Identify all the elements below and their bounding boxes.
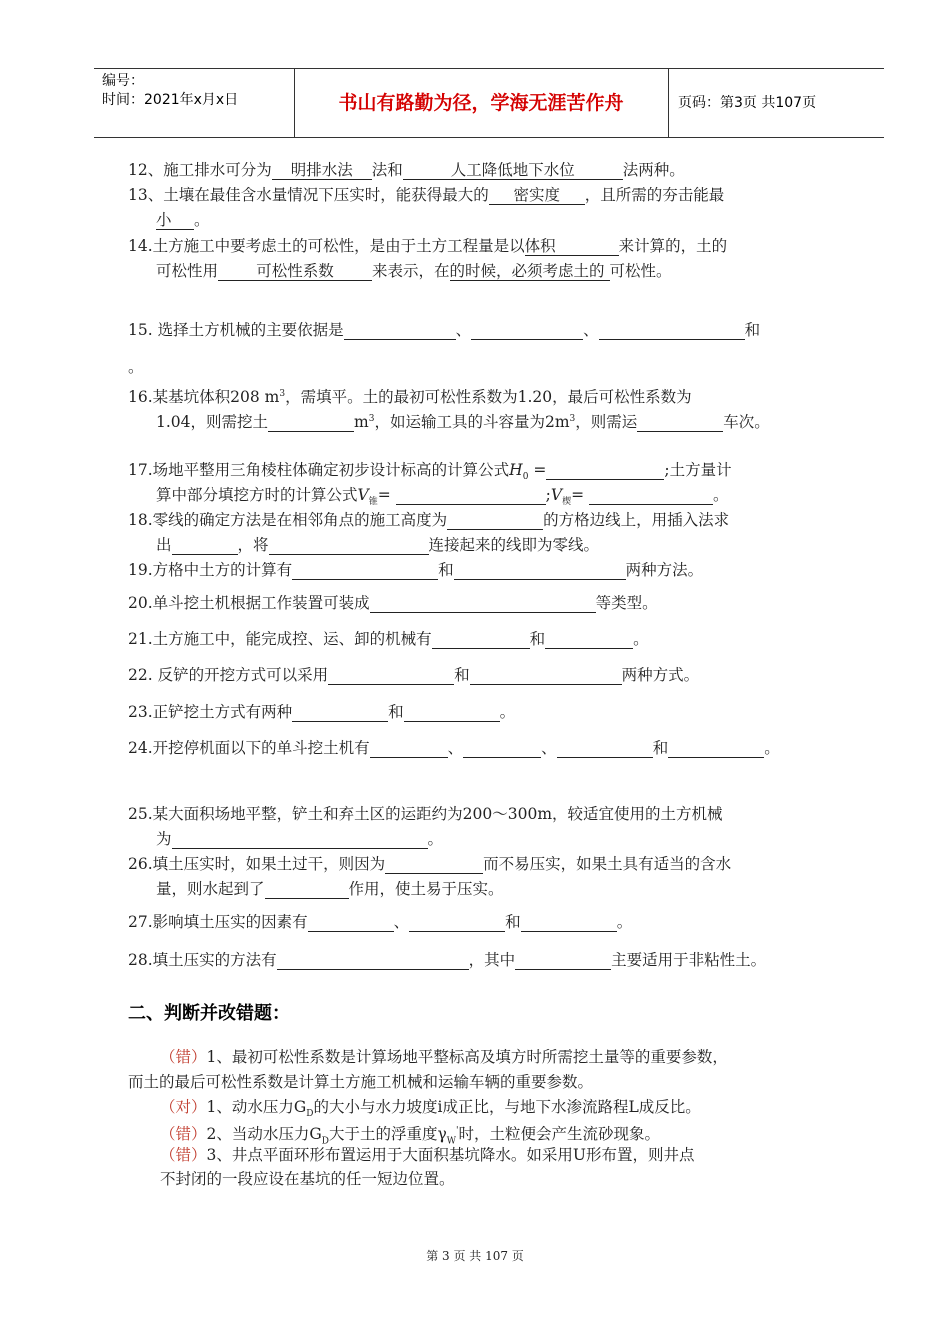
page-footer: 第 3 页 共 107 页 [426, 1249, 524, 1263]
question-17-cont: 算中部分填挖方时的计算公式$V_锥=$ $;V_楔=$ 。 [156, 486, 729, 508]
answer-blank [470, 666, 622, 685]
answer-blank [265, 880, 349, 899]
judgement-mark: （对） [160, 1098, 207, 1116]
answer-blank [277, 951, 469, 970]
answer-blank [447, 511, 543, 530]
answer-blank [396, 486, 546, 505]
answer-blank [172, 536, 238, 555]
judgement-2: （对）1、动水压力$G_D$的大小与水力坡度i成正比，与地下水渗流路程L成反比。 [160, 1098, 701, 1120]
question-26-cont: 量，则水起到了 作用，使土易于压实。 [156, 880, 504, 898]
answer-blank [515, 951, 611, 970]
question-24: 24.开挖停机面以下的单斗挖土机有 、 、 和 。 [128, 739, 780, 757]
answer-blank [404, 703, 500, 722]
answer-blank [308, 913, 394, 932]
question-13: 13、土壤在最佳含水量情况下压实时，能获得最大的 密实度 ，且所需的夯击能最 [128, 186, 725, 204]
answer-blank [637, 413, 723, 432]
judgement-mark: （错） [160, 1125, 207, 1144]
answer-blank: 可松性系数 [218, 262, 372, 281]
question-15: 15. 选择土方机械的主要依据是 、 、 和 [128, 321, 761, 339]
answer-blank: 小 [156, 211, 194, 230]
question-14: 14.土方施工中要考虑土的可松性，是由于土方工程量是以体积 来计算的，土的 [128, 237, 728, 255]
judgement-mark: （错） [160, 1048, 207, 1066]
header-divider [294, 69, 295, 137]
answer-blank [432, 630, 530, 649]
answer-blank: 明排水法 [272, 161, 372, 180]
question-19: 19.方格中土方的计算有 和 两种方法。 [128, 561, 704, 579]
header-meta [102, 69, 292, 137]
answer-blank [268, 413, 354, 432]
answer-blank [409, 913, 505, 932]
judgement-4: （错）3、井点平面环形布置运用于大面积基坑降水。如采用U形布置，则井点 [160, 1146, 695, 1164]
question-26: 26.填土压实时，如果土过干，则因为 而不易压实，如果土具有适当的含水 [128, 855, 732, 873]
question-16-cont: 1.04，则需挖土 $m^3$，如运输工具的斗容量为$2m^3$，则需运 车次。 [156, 413, 770, 432]
answer-blank [557, 739, 653, 758]
answer-blank [589, 486, 713, 505]
question-21: 21.土方施工中，能完成控、运、卸的机械有 和 。 [128, 630, 649, 648]
judgement-1: （错）1、最初可松性系数是计算场地平整标高及填方时所需挖土量等的重要参数， [160, 1048, 728, 1066]
answer-blank: 体积 [525, 237, 619, 256]
answer-blank [292, 561, 438, 580]
answer-blank [471, 321, 583, 340]
page-header [94, 68, 884, 138]
answer-blank [344, 321, 456, 340]
answer-blank [668, 739, 764, 758]
question-25-cont: 为 。 [156, 830, 444, 848]
judgement-3: （错）2、当动水压力$G_D$大于土的浮重度$\gamma_W'$时，土粒便会产生流砂现象。 [160, 1125, 661, 1147]
answer-blank: 人工降低地下水位 [403, 161, 623, 180]
answer-blank [545, 630, 633, 649]
question-14-cont: 可松性用 可松性系数 来表示，在的时候，必须考虑土的 可松性。 [156, 262, 672, 280]
question-22: 22. 反铲的开挖方式可以采用 和 两种方式。 [128, 666, 700, 684]
question-28: 28.填土压实的方法有 ，其中 主要适用于非粘性土。 [128, 951, 767, 969]
answer-blank [269, 536, 429, 555]
question-13-cont: 小 。 [156, 211, 210, 229]
question-12: 12、施工排水可分为 明排水法 法和 人工降低地下水位 法两种。 [128, 161, 685, 179]
question-25: 25.某大面积场地平整，铲土和弃土区的运距约为200～300m，较适宜使用的土方机械 [128, 805, 723, 823]
answer-blank [599, 321, 745, 340]
answer-blank [521, 913, 617, 932]
answer-blank [546, 461, 664, 480]
header-page-info: 页码：第3页 共107页 [678, 95, 817, 111]
header-divider [668, 69, 669, 137]
header-motto: 书山有路勤为径，学海无涯苦作舟 [338, 92, 624, 114]
answer-blank [454, 561, 626, 580]
question-27: 27.影响填土压实的因素有 、 和 。 [128, 913, 633, 931]
question-15-end: 。 [128, 358, 144, 376]
judgement-1-cont: 而土的最后可松性系数是计算土方施工机械和运输车辆的重要参数。 [128, 1073, 594, 1091]
answer-blank [370, 739, 448, 758]
answer-blank [292, 703, 388, 722]
question-23: 23.正铲挖土方式有两种 和 。 [128, 703, 516, 721]
answer-blank [172, 830, 428, 849]
time-label: 时间：2021年x月x日 [102, 92, 239, 108]
code-label: 编号： [102, 73, 144, 89]
judgement-4-cont: 不封闭的一段应设在基坑的任一短边位置。 [160, 1170, 455, 1188]
answer-blank [463, 739, 541, 758]
answer-blank [385, 855, 483, 874]
question-18-cont: 出 ，将 连接起来的线即为零线。 [156, 536, 600, 554]
question-17: 17.场地平整用三角棱柱体确定初步设计标高的计算公式$H_0$ = ;土方量计 [128, 461, 732, 483]
judgement-mark: （错） [160, 1146, 207, 1164]
question-20: 20.单斗挖土机根据工作装置可装成 等类型。 [128, 594, 658, 612]
answer-blank: 密实度 [489, 186, 585, 205]
question-18: 18.零线的确定方法是在相邻角点的施工高度为 的方格边线上，用插入法求 [128, 511, 730, 529]
answer-blank [328, 666, 454, 685]
section-title: 二、判断并改错题： [128, 1003, 290, 1024]
answer-blank [370, 594, 596, 613]
question-16: 16.某基坑体积208 $m^3$，需填平。土的最初可松性系数为1.20，最后可松性系数为 [128, 388, 692, 407]
answer-blank: 的时候，必须考虑土的 [450, 262, 610, 281]
